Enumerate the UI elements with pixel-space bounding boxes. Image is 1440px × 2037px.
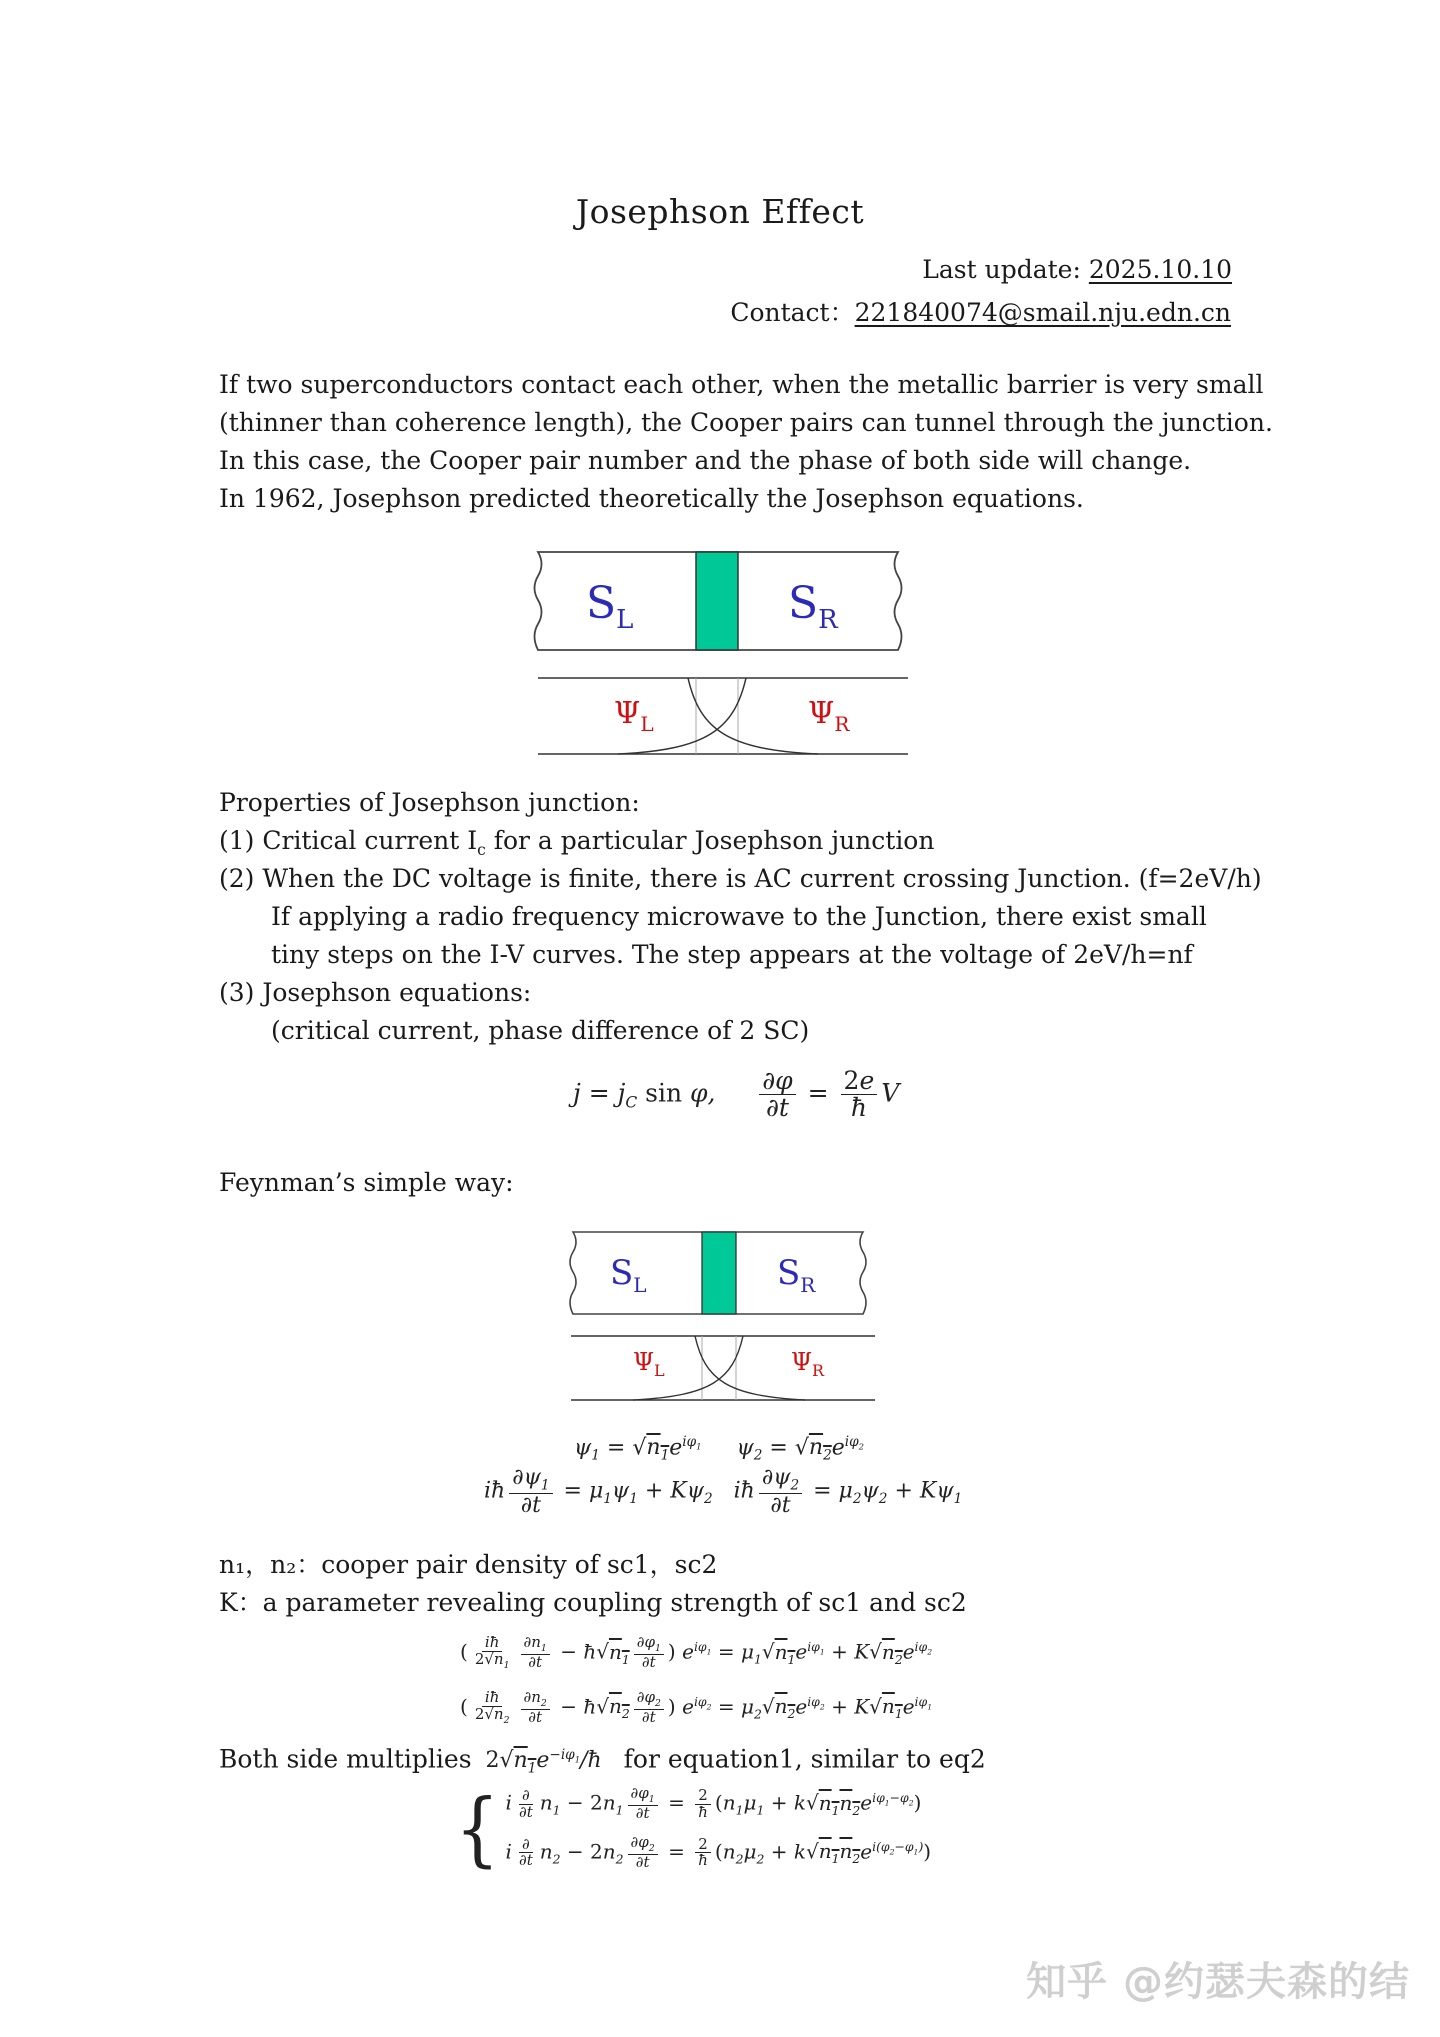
property-1-sub: c xyxy=(477,841,486,859)
junction-diagram-small xyxy=(555,1222,900,1406)
expanded-eq-1: ( $\frac{iħ}{2√n_1}$ $\frac{\partial n_1}{\partial t}$ − $ħ√n_1$ $\frac{\partial\varphi_1}{\partial t}$ ) $e^{i\varphi_1} = \mu_1√n_1e^{i\varphi_1} + K√n_2e^{i\varphi_2}$ xyxy=(460,1633,933,1672)
josephson-equation: $j = j_C$ sin φ, $\frac{\partial\varphi}{\partial t}$ = $\frac{2e}{ħ}$ V xyxy=(573,1066,900,1123)
property-3: (3) Josephson equations: xyxy=(219,978,532,1007)
psi-left-decay xyxy=(688,678,818,754)
property-1-post: for a particular Josephson junction xyxy=(485,826,935,855)
label-psi-r-small: $\Psi_R$ xyxy=(791,1348,825,1380)
intro-line-1: If two superconductors contact each other, when the metallic barrier is very small xyxy=(219,370,1264,399)
junction-diagram-large xyxy=(528,540,938,762)
properties-heading: Properties of Josephson junction: xyxy=(219,788,640,817)
expanded-eq-system xyxy=(460,1626,932,1735)
left-brace: { xyxy=(455,1781,500,1876)
final-eq-system xyxy=(455,1780,931,1877)
property-1-pre: (1) Critical current I xyxy=(219,826,478,855)
contact xyxy=(730,293,1231,329)
feynman-heading: Feynman’s simple way: xyxy=(219,1168,514,1197)
label-psi-r: $\Psi_R$ xyxy=(808,696,850,736)
label-sl-small: $S_L$ xyxy=(610,1253,647,1297)
multiply-post: for equation1, similar to eq2 xyxy=(623,1744,986,1774)
last-update xyxy=(922,255,1232,284)
expanded-eq-2: ( $\frac{iħ}{2√n_2}$ $\frac{\partial n_2}{\partial t}$ − $ħ√n_2$ $\frac{\partial\varphi_2}{\partial t}$ ) $e^{i\varphi_2} = \mu_2√n_2e^{i\varphi_2} + K√n_1e^{i\varphi_1}$ xyxy=(460,1688,933,1726)
label-sr-small: $S_R$ xyxy=(777,1253,816,1297)
label-psi-l-small: $\Psi_L$ xyxy=(633,1348,665,1380)
barrier xyxy=(696,552,738,650)
n-definition: n₁，n₂：cooper pair density of sc1，sc2 xyxy=(219,1550,718,1579)
property-2: (2) When the DC voltage is finite, there is AC current crossing Junction. (f=2eV/h) xyxy=(219,864,1262,893)
multiply-pre: Both side multiplies xyxy=(219,1744,480,1774)
page-title: Josephson Effect xyxy=(575,192,865,231)
k-definition: K：a parameter revealing coupling strength of sc1 and sc2 xyxy=(219,1588,967,1617)
psi-left-decay-small xyxy=(695,1336,805,1400)
intro-line-2: (thinner than coherence length), the Cooper pairs can tunnel through the junction. xyxy=(219,408,1273,437)
property-2-cont-1: If applying a radio frequency microwave to the Junction, there exist small xyxy=(271,902,1207,931)
last-update-value: 2025.10.10 xyxy=(1088,255,1232,284)
schrodinger-eq: iħ $\frac{\partial\psi_1}{\partial t}$ = $\mu_1\psi_1 + K\psi_2$ iħ $\frac{\partial\psi_2}{\partial t}$ = $\mu_2\psi_2 + K\psi_1$ xyxy=(484,1465,963,1518)
barrier-small xyxy=(702,1232,736,1314)
property-2-cont-2: tiny steps on the I-V curves. The step appears at the voltage of 2eV/h=nf xyxy=(271,940,1193,969)
label-psi-l: $\Psi_L$ xyxy=(614,696,654,736)
last-update-label: Last update: xyxy=(922,255,1089,284)
contact-email[interactable]: 221840074@smail.nju.edn.cn xyxy=(854,298,1231,327)
final-eq-2: i $\frac{\partial}{\partial t}$ $n_2 - 2n_2$ $\frac{\partial\varphi_2}{\partial t}$ = $\frac{2}{ħ}$ $(n_2\mu_2 + k√n_1n_2e^{i(\varphi_2-\varphi_1)})$ xyxy=(505,1833,932,1871)
watermark: 知乎 @约瑟夫森的结 xyxy=(1026,1959,1410,2005)
contact-label: Contact： xyxy=(730,298,855,327)
label-sl: $S_L$ xyxy=(586,578,634,635)
final-eq-1: i $\frac{\partial}{\partial t}$ $n_1 - 2n_1$ $\frac{\partial\varphi_1}{\partial t}$ = $\frac{2}{ħ}$ $(n_1\mu_1 + k√n_1n_2e^{i\varphi_1-\varphi_2})$ xyxy=(505,1784,922,1823)
property-3-cont: (critical current, phase difference of 2 SC) xyxy=(271,1016,810,1045)
label-sr: $S_R$ xyxy=(788,578,838,635)
multiply-factor: $2√n_1e^{-i\varphi_1}/ħ$ xyxy=(485,1747,602,1777)
intro-line-4: In 1962, Josephson predicted theoretically the Josephson equations. xyxy=(219,484,1084,513)
intro-line-3: In this case, the Cooper pair number and the phase of both side will change. xyxy=(219,446,1192,475)
wavefunction-eq: $\psi_1 = √n_1e^{i\varphi_1}$ $\psi_2 = √n_2e^{i\varphi_2}$ xyxy=(574,1434,865,1464)
